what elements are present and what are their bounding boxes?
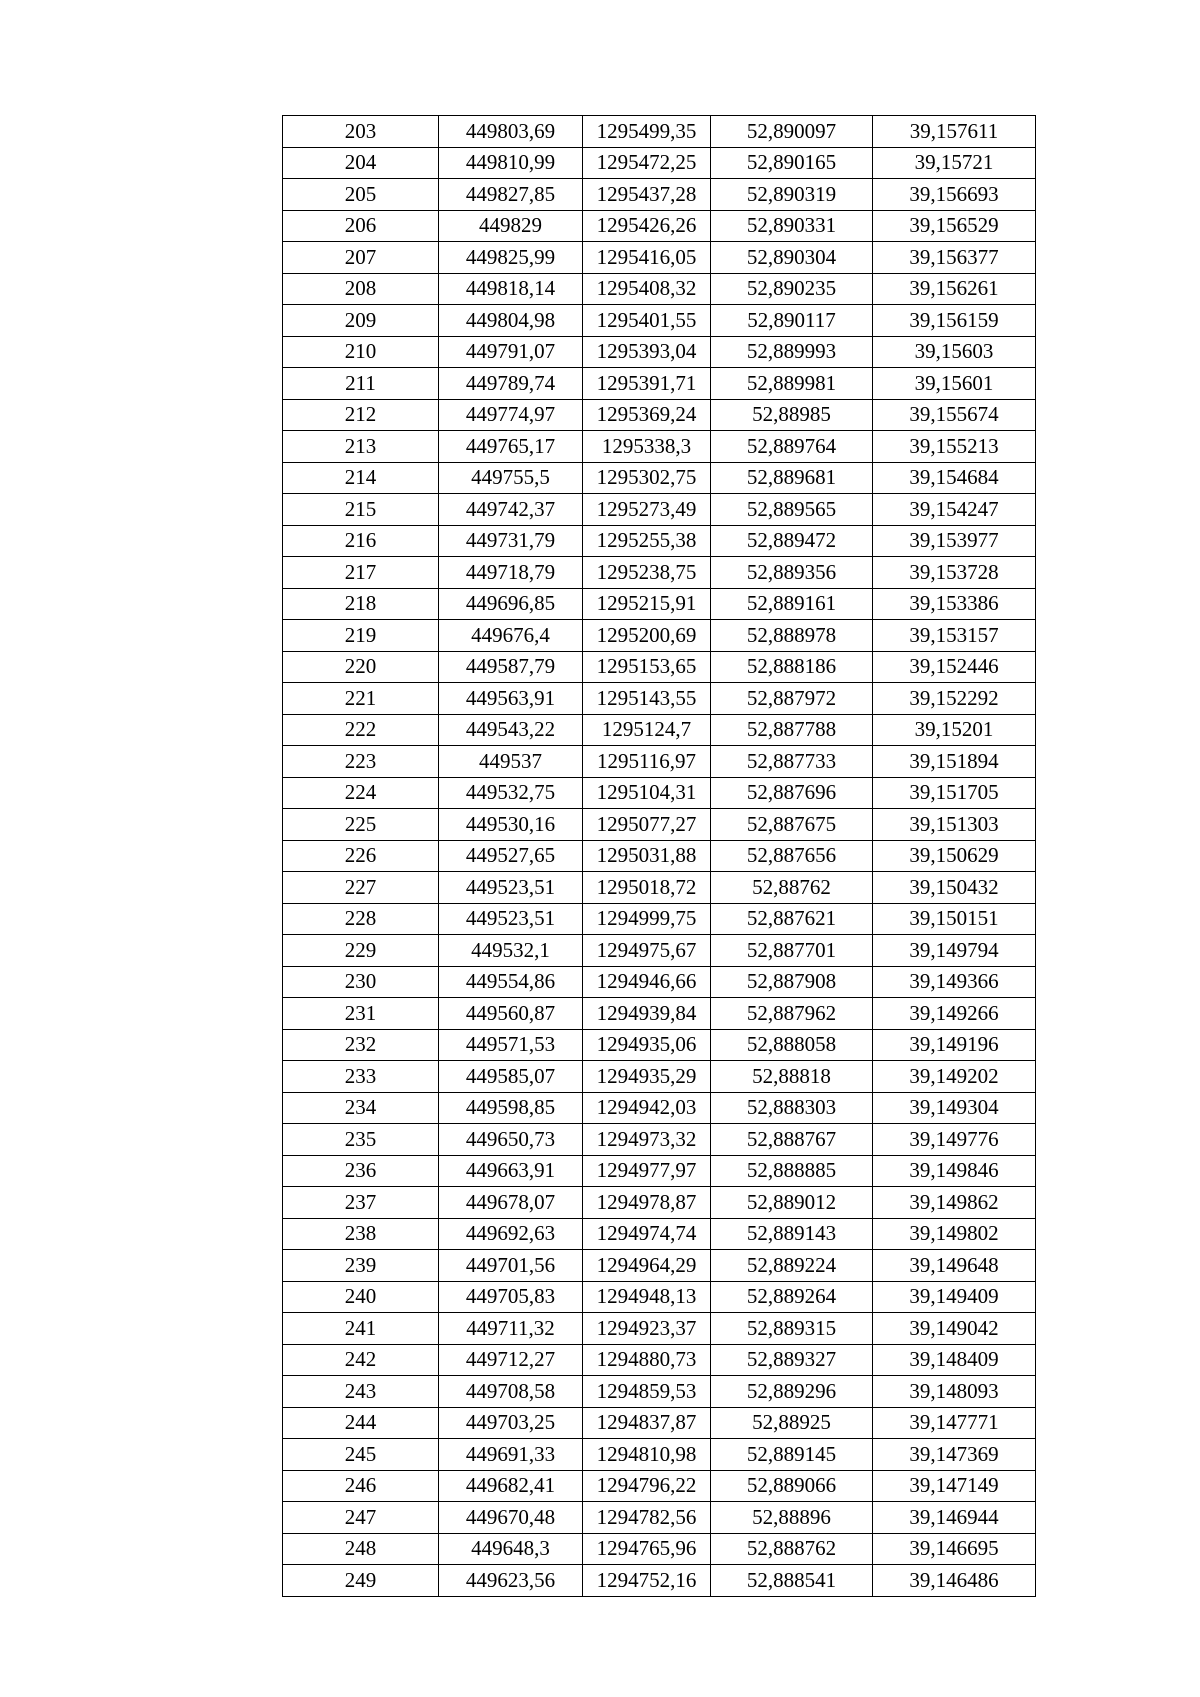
longitude-cell: 39,149648 bbox=[873, 1250, 1036, 1282]
longitude-cell: 39,149794 bbox=[873, 935, 1036, 967]
latitude-cell: 52,88985 bbox=[711, 399, 873, 431]
x-coordinate-cell: 449791,07 bbox=[439, 336, 583, 368]
x-coordinate-cell: 449670,48 bbox=[439, 1502, 583, 1534]
latitude-cell: 52,888767 bbox=[711, 1124, 873, 1156]
y-coordinate-cell: 1294880,73 bbox=[583, 1344, 711, 1376]
point-number-cell: 215 bbox=[283, 494, 439, 526]
x-coordinate-cell: 449532,75 bbox=[439, 777, 583, 809]
point-number-cell: 224 bbox=[283, 777, 439, 809]
y-coordinate-cell: 1295143,55 bbox=[583, 683, 711, 715]
table-row bbox=[283, 273, 1036, 305]
latitude-cell: 52,887733 bbox=[711, 746, 873, 778]
latitude-cell: 52,88762 bbox=[711, 872, 873, 904]
x-coordinate-cell: 449711,32 bbox=[439, 1313, 583, 1345]
point-number-cell: 248 bbox=[283, 1533, 439, 1565]
latitude-cell: 52,890331 bbox=[711, 210, 873, 242]
y-coordinate-cell: 1294782,56 bbox=[583, 1502, 711, 1534]
latitude-cell: 52,889296 bbox=[711, 1376, 873, 1408]
y-coordinate-cell: 1294975,67 bbox=[583, 935, 711, 967]
longitude-cell: 39,153386 bbox=[873, 588, 1036, 620]
latitude-cell: 52,887696 bbox=[711, 777, 873, 809]
point-number-cell: 240 bbox=[283, 1281, 439, 1313]
x-coordinate-cell: 449731,79 bbox=[439, 525, 583, 557]
y-coordinate-cell: 1295391,71 bbox=[583, 368, 711, 400]
point-number-cell: 220 bbox=[283, 651, 439, 683]
longitude-cell: 39,149304 bbox=[873, 1092, 1036, 1124]
x-coordinate-cell: 449818,14 bbox=[439, 273, 583, 305]
table-row bbox=[283, 399, 1036, 431]
longitude-cell: 39,15603 bbox=[873, 336, 1036, 368]
latitude-cell: 52,889161 bbox=[711, 588, 873, 620]
longitude-cell: 39,153157 bbox=[873, 620, 1036, 652]
x-coordinate-cell: 449705,83 bbox=[439, 1281, 583, 1313]
y-coordinate-cell: 1295124,7 bbox=[583, 714, 711, 746]
x-coordinate-cell: 449663,91 bbox=[439, 1155, 583, 1187]
latitude-cell: 52,887908 bbox=[711, 966, 873, 998]
latitude-cell: 52,887675 bbox=[711, 809, 873, 841]
x-coordinate-cell: 449571,53 bbox=[439, 1029, 583, 1061]
y-coordinate-cell: 1294964,29 bbox=[583, 1250, 711, 1282]
latitude-cell: 52,889993 bbox=[711, 336, 873, 368]
x-coordinate-cell: 449563,91 bbox=[439, 683, 583, 715]
point-number-cell: 205 bbox=[283, 179, 439, 211]
latitude-cell: 52,889224 bbox=[711, 1250, 873, 1282]
point-number-cell: 218 bbox=[283, 588, 439, 620]
point-number-cell: 236 bbox=[283, 1155, 439, 1187]
longitude-cell: 39,149366 bbox=[873, 966, 1036, 998]
y-coordinate-cell: 1295401,55 bbox=[583, 305, 711, 337]
point-number-cell: 207 bbox=[283, 242, 439, 274]
y-coordinate-cell: 1294859,53 bbox=[583, 1376, 711, 1408]
point-number-cell: 234 bbox=[283, 1092, 439, 1124]
table-row bbox=[283, 1439, 1036, 1471]
x-coordinate-cell: 449742,37 bbox=[439, 494, 583, 526]
y-coordinate-cell: 1295472,25 bbox=[583, 147, 711, 179]
y-coordinate-cell: 1295408,32 bbox=[583, 273, 711, 305]
longitude-cell: 39,147771 bbox=[873, 1407, 1036, 1439]
y-coordinate-cell: 1295273,49 bbox=[583, 494, 711, 526]
table-row bbox=[283, 683, 1036, 715]
latitude-cell: 52,889681 bbox=[711, 462, 873, 494]
latitude-cell: 52,888303 bbox=[711, 1092, 873, 1124]
x-coordinate-cell: 449692,63 bbox=[439, 1218, 583, 1250]
y-coordinate-cell: 1295255,38 bbox=[583, 525, 711, 557]
x-coordinate-cell: 449789,74 bbox=[439, 368, 583, 400]
latitude-cell: 52,888978 bbox=[711, 620, 873, 652]
table-row bbox=[283, 147, 1036, 179]
x-coordinate-cell: 449623,56 bbox=[439, 1565, 583, 1597]
latitude-cell: 52,889981 bbox=[711, 368, 873, 400]
longitude-cell: 39,156261 bbox=[873, 273, 1036, 305]
x-coordinate-cell: 449598,85 bbox=[439, 1092, 583, 1124]
point-number-cell: 241 bbox=[283, 1313, 439, 1345]
y-coordinate-cell: 1294939,84 bbox=[583, 998, 711, 1030]
y-coordinate-cell: 1295200,69 bbox=[583, 620, 711, 652]
point-number-cell: 243 bbox=[283, 1376, 439, 1408]
latitude-cell: 52,889565 bbox=[711, 494, 873, 526]
latitude-cell: 52,888058 bbox=[711, 1029, 873, 1061]
table-row bbox=[283, 210, 1036, 242]
latitude-cell: 52,888885 bbox=[711, 1155, 873, 1187]
longitude-cell: 39,156377 bbox=[873, 242, 1036, 274]
x-coordinate-cell: 449527,65 bbox=[439, 840, 583, 872]
latitude-cell: 52,888541 bbox=[711, 1565, 873, 1597]
x-coordinate-cell: 449537 bbox=[439, 746, 583, 778]
point-number-cell: 223 bbox=[283, 746, 439, 778]
y-coordinate-cell: 1294752,16 bbox=[583, 1565, 711, 1597]
point-number-cell: 245 bbox=[283, 1439, 439, 1471]
longitude-cell: 39,149042 bbox=[873, 1313, 1036, 1345]
point-number-cell: 222 bbox=[283, 714, 439, 746]
longitude-cell: 39,156693 bbox=[873, 179, 1036, 211]
y-coordinate-cell: 1294973,32 bbox=[583, 1124, 711, 1156]
longitude-cell: 39,149196 bbox=[873, 1029, 1036, 1061]
x-coordinate-cell: 449682,41 bbox=[439, 1470, 583, 1502]
point-number-cell: 203 bbox=[283, 116, 439, 148]
y-coordinate-cell: 1295437,28 bbox=[583, 179, 711, 211]
point-number-cell: 231 bbox=[283, 998, 439, 1030]
table-row bbox=[283, 1313, 1036, 1345]
y-coordinate-cell: 1295238,75 bbox=[583, 557, 711, 589]
point-number-cell: 228 bbox=[283, 903, 439, 935]
y-coordinate-cell: 1294935,06 bbox=[583, 1029, 711, 1061]
table-row bbox=[283, 1470, 1036, 1502]
table-row bbox=[283, 462, 1036, 494]
x-coordinate-cell: 449803,69 bbox=[439, 116, 583, 148]
table-row bbox=[283, 777, 1036, 809]
latitude-cell: 52,890304 bbox=[711, 242, 873, 274]
longitude-cell: 39,150151 bbox=[873, 903, 1036, 935]
latitude-cell: 52,889012 bbox=[711, 1187, 873, 1219]
latitude-cell: 52,887972 bbox=[711, 683, 873, 715]
latitude-cell: 52,889145 bbox=[711, 1439, 873, 1471]
point-number-cell: 238 bbox=[283, 1218, 439, 1250]
longitude-cell: 39,152292 bbox=[873, 683, 1036, 715]
table-row bbox=[283, 116, 1036, 148]
x-coordinate-cell: 449755,5 bbox=[439, 462, 583, 494]
longitude-cell: 39,153728 bbox=[873, 557, 1036, 589]
table-row bbox=[283, 809, 1036, 841]
latitude-cell: 52,890117 bbox=[711, 305, 873, 337]
point-number-cell: 237 bbox=[283, 1187, 439, 1219]
x-coordinate-cell: 449678,07 bbox=[439, 1187, 583, 1219]
x-coordinate-cell: 449774,97 bbox=[439, 399, 583, 431]
point-number-cell: 227 bbox=[283, 872, 439, 904]
table-row bbox=[283, 1061, 1036, 1093]
table-row bbox=[283, 1502, 1036, 1534]
longitude-cell: 39,151705 bbox=[873, 777, 1036, 809]
table-row bbox=[283, 620, 1036, 652]
y-coordinate-cell: 1295077,27 bbox=[583, 809, 711, 841]
y-coordinate-cell: 1295426,26 bbox=[583, 210, 711, 242]
y-coordinate-cell: 1295031,88 bbox=[583, 840, 711, 872]
longitude-cell: 39,155213 bbox=[873, 431, 1036, 463]
table-row bbox=[283, 998, 1036, 1030]
longitude-cell: 39,149409 bbox=[873, 1281, 1036, 1313]
latitude-cell: 52,889356 bbox=[711, 557, 873, 589]
x-coordinate-cell: 449696,85 bbox=[439, 588, 583, 620]
x-coordinate-cell: 449804,98 bbox=[439, 305, 583, 337]
point-number-cell: 247 bbox=[283, 1502, 439, 1534]
x-coordinate-cell: 449587,79 bbox=[439, 651, 583, 683]
x-coordinate-cell: 449703,25 bbox=[439, 1407, 583, 1439]
table-row bbox=[283, 1565, 1036, 1597]
x-coordinate-cell: 449827,85 bbox=[439, 179, 583, 211]
y-coordinate-cell: 1294935,29 bbox=[583, 1061, 711, 1093]
x-coordinate-cell: 449810,99 bbox=[439, 147, 583, 179]
x-coordinate-cell: 449650,73 bbox=[439, 1124, 583, 1156]
table-row bbox=[283, 966, 1036, 998]
table-row bbox=[283, 840, 1036, 872]
x-coordinate-cell: 449543,22 bbox=[439, 714, 583, 746]
longitude-cell: 39,150629 bbox=[873, 840, 1036, 872]
point-number-cell: 244 bbox=[283, 1407, 439, 1439]
longitude-cell: 39,147369 bbox=[873, 1439, 1036, 1471]
table-row bbox=[283, 431, 1036, 463]
table-row bbox=[283, 872, 1036, 904]
y-coordinate-cell: 1295104,31 bbox=[583, 777, 711, 809]
longitude-cell: 39,155674 bbox=[873, 399, 1036, 431]
longitude-cell: 39,148093 bbox=[873, 1376, 1036, 1408]
longitude-cell: 39,146695 bbox=[873, 1533, 1036, 1565]
y-coordinate-cell: 1294796,22 bbox=[583, 1470, 711, 1502]
table-row bbox=[283, 1344, 1036, 1376]
latitude-cell: 52,887656 bbox=[711, 840, 873, 872]
point-number-cell: 214 bbox=[283, 462, 439, 494]
x-coordinate-cell: 449523,51 bbox=[439, 903, 583, 935]
y-coordinate-cell: 1295116,97 bbox=[583, 746, 711, 778]
longitude-cell: 39,147149 bbox=[873, 1470, 1036, 1502]
x-coordinate-cell: 449701,56 bbox=[439, 1250, 583, 1282]
longitude-cell: 39,149202 bbox=[873, 1061, 1036, 1093]
coordinates-table bbox=[282, 115, 1036, 1597]
longitude-cell: 39,149846 bbox=[873, 1155, 1036, 1187]
y-coordinate-cell: 1294942,03 bbox=[583, 1092, 711, 1124]
y-coordinate-cell: 1295153,65 bbox=[583, 651, 711, 683]
x-coordinate-cell: 449708,58 bbox=[439, 1376, 583, 1408]
latitude-cell: 52,887701 bbox=[711, 935, 873, 967]
latitude-cell: 52,88925 bbox=[711, 1407, 873, 1439]
table-row bbox=[283, 1155, 1036, 1187]
y-coordinate-cell: 1294977,97 bbox=[583, 1155, 711, 1187]
y-coordinate-cell: 1294999,75 bbox=[583, 903, 711, 935]
y-coordinate-cell: 1295499,35 bbox=[583, 116, 711, 148]
latitude-cell: 52,88896 bbox=[711, 1502, 873, 1534]
latitude-cell: 52,889143 bbox=[711, 1218, 873, 1250]
table-row bbox=[283, 1281, 1036, 1313]
x-coordinate-cell: 449560,87 bbox=[439, 998, 583, 1030]
point-number-cell: 213 bbox=[283, 431, 439, 463]
longitude-cell: 39,152446 bbox=[873, 651, 1036, 683]
point-number-cell: 210 bbox=[283, 336, 439, 368]
table-row bbox=[283, 305, 1036, 337]
longitude-cell: 39,149776 bbox=[873, 1124, 1036, 1156]
latitude-cell: 52,890319 bbox=[711, 179, 873, 211]
table-row bbox=[283, 651, 1036, 683]
point-number-cell: 211 bbox=[283, 368, 439, 400]
longitude-cell: 39,154247 bbox=[873, 494, 1036, 526]
point-number-cell: 208 bbox=[283, 273, 439, 305]
y-coordinate-cell: 1295338,3 bbox=[583, 431, 711, 463]
y-coordinate-cell: 1294978,87 bbox=[583, 1187, 711, 1219]
table-row bbox=[283, 1407, 1036, 1439]
table-row bbox=[283, 557, 1036, 589]
table-row bbox=[283, 903, 1036, 935]
table-row bbox=[283, 242, 1036, 274]
table-row bbox=[283, 1218, 1036, 1250]
table-row bbox=[283, 714, 1036, 746]
table-row bbox=[283, 336, 1036, 368]
table-row bbox=[283, 935, 1036, 967]
point-number-cell: 209 bbox=[283, 305, 439, 337]
longitude-cell: 39,148409 bbox=[873, 1344, 1036, 1376]
x-coordinate-cell: 449554,86 bbox=[439, 966, 583, 998]
y-coordinate-cell: 1294946,66 bbox=[583, 966, 711, 998]
y-coordinate-cell: 1294765,96 bbox=[583, 1533, 711, 1565]
point-number-cell: 206 bbox=[283, 210, 439, 242]
longitude-cell: 39,153977 bbox=[873, 525, 1036, 557]
table-row bbox=[283, 1029, 1036, 1061]
y-coordinate-cell: 1295018,72 bbox=[583, 872, 711, 904]
latitude-cell: 52,88818 bbox=[711, 1061, 873, 1093]
table-row bbox=[283, 1376, 1036, 1408]
point-number-cell: 239 bbox=[283, 1250, 439, 1282]
table-row bbox=[283, 746, 1036, 778]
y-coordinate-cell: 1295416,05 bbox=[583, 242, 711, 274]
coordinates-table-body bbox=[283, 116, 1036, 1597]
latitude-cell: 52,888762 bbox=[711, 1533, 873, 1565]
latitude-cell: 52,890165 bbox=[711, 147, 873, 179]
longitude-cell: 39,157611 bbox=[873, 116, 1036, 148]
point-number-cell: 246 bbox=[283, 1470, 439, 1502]
longitude-cell: 39,146944 bbox=[873, 1502, 1036, 1534]
longitude-cell: 39,146486 bbox=[873, 1565, 1036, 1597]
x-coordinate-cell: 449829 bbox=[439, 210, 583, 242]
point-number-cell: 219 bbox=[283, 620, 439, 652]
longitude-cell: 39,154684 bbox=[873, 462, 1036, 494]
y-coordinate-cell: 1294923,37 bbox=[583, 1313, 711, 1345]
table-row bbox=[283, 1250, 1036, 1282]
latitude-cell: 52,890097 bbox=[711, 116, 873, 148]
longitude-cell: 39,150432 bbox=[873, 872, 1036, 904]
y-coordinate-cell: 1295369,24 bbox=[583, 399, 711, 431]
latitude-cell: 52,890235 bbox=[711, 273, 873, 305]
latitude-cell: 52,887621 bbox=[711, 903, 873, 935]
longitude-cell: 39,151303 bbox=[873, 809, 1036, 841]
x-coordinate-cell: 449765,17 bbox=[439, 431, 583, 463]
y-coordinate-cell: 1294810,98 bbox=[583, 1439, 711, 1471]
latitude-cell: 52,887962 bbox=[711, 998, 873, 1030]
point-number-cell: 233 bbox=[283, 1061, 439, 1093]
longitude-cell: 39,15201 bbox=[873, 714, 1036, 746]
x-coordinate-cell: 449532,1 bbox=[439, 935, 583, 967]
point-number-cell: 216 bbox=[283, 525, 439, 557]
y-coordinate-cell: 1294837,87 bbox=[583, 1407, 711, 1439]
point-number-cell: 242 bbox=[283, 1344, 439, 1376]
longitude-cell: 39,149802 bbox=[873, 1218, 1036, 1250]
latitude-cell: 52,889264 bbox=[711, 1281, 873, 1313]
point-number-cell: 225 bbox=[283, 809, 439, 841]
longitude-cell: 39,15601 bbox=[873, 368, 1036, 400]
x-coordinate-cell: 449676,4 bbox=[439, 620, 583, 652]
x-coordinate-cell: 449691,33 bbox=[439, 1439, 583, 1471]
point-number-cell: 217 bbox=[283, 557, 439, 589]
latitude-cell: 52,889315 bbox=[711, 1313, 873, 1345]
latitude-cell: 52,887788 bbox=[711, 714, 873, 746]
x-coordinate-cell: 449825,99 bbox=[439, 242, 583, 274]
longitude-cell: 39,15721 bbox=[873, 147, 1036, 179]
table-row bbox=[283, 1092, 1036, 1124]
longitude-cell: 39,151894 bbox=[873, 746, 1036, 778]
x-coordinate-cell: 449712,27 bbox=[439, 1344, 583, 1376]
table-row bbox=[283, 1187, 1036, 1219]
table-row bbox=[283, 1533, 1036, 1565]
x-coordinate-cell: 449718,79 bbox=[439, 557, 583, 589]
point-number-cell: 235 bbox=[283, 1124, 439, 1156]
x-coordinate-cell: 449523,51 bbox=[439, 872, 583, 904]
table-row bbox=[283, 494, 1036, 526]
point-number-cell: 212 bbox=[283, 399, 439, 431]
x-coordinate-cell: 449585,07 bbox=[439, 1061, 583, 1093]
table-row bbox=[283, 179, 1036, 211]
longitude-cell: 39,149266 bbox=[873, 998, 1036, 1030]
y-coordinate-cell: 1295215,91 bbox=[583, 588, 711, 620]
latitude-cell: 52,889764 bbox=[711, 431, 873, 463]
latitude-cell: 52,888186 bbox=[711, 651, 873, 683]
point-number-cell: 221 bbox=[283, 683, 439, 715]
point-number-cell: 230 bbox=[283, 966, 439, 998]
longitude-cell: 39,156159 bbox=[873, 305, 1036, 337]
y-coordinate-cell: 1294974,74 bbox=[583, 1218, 711, 1250]
longitude-cell: 39,156529 bbox=[873, 210, 1036, 242]
point-number-cell: 229 bbox=[283, 935, 439, 967]
latitude-cell: 52,889472 bbox=[711, 525, 873, 557]
point-number-cell: 249 bbox=[283, 1565, 439, 1597]
latitude-cell: 52,889066 bbox=[711, 1470, 873, 1502]
table-row bbox=[283, 525, 1036, 557]
x-coordinate-cell: 449648,3 bbox=[439, 1533, 583, 1565]
table-row bbox=[283, 588, 1036, 620]
point-number-cell: 226 bbox=[283, 840, 439, 872]
table-row bbox=[283, 1124, 1036, 1156]
point-number-cell: 204 bbox=[283, 147, 439, 179]
point-number-cell: 232 bbox=[283, 1029, 439, 1061]
longitude-cell: 39,149862 bbox=[873, 1187, 1036, 1219]
y-coordinate-cell: 1295302,75 bbox=[583, 462, 711, 494]
x-coordinate-cell: 449530,16 bbox=[439, 809, 583, 841]
latitude-cell: 52,889327 bbox=[711, 1344, 873, 1376]
y-coordinate-cell: 1295393,04 bbox=[583, 336, 711, 368]
table-row bbox=[283, 368, 1036, 400]
y-coordinate-cell: 1294948,13 bbox=[583, 1281, 711, 1313]
